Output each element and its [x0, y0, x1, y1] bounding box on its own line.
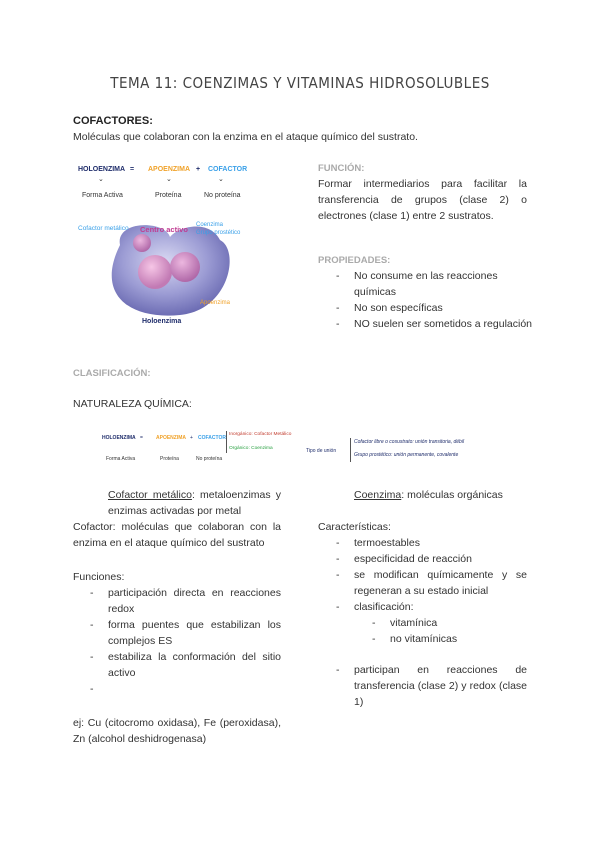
funciones-list [90, 585, 281, 697]
apoenzima-illustration-label: Apoenzima [200, 300, 231, 306]
cofactor-metalico-title: Cofactor metálico [108, 489, 192, 501]
propiedades-heading: PROPIEDADES: [318, 255, 391, 266]
coenzima-def [354, 487, 503, 503]
union-transitoria-label: Cofactor libre o cosustrato: unión transitoria, débil [354, 439, 465, 445]
list-item: - NO suelen ser sometidos a regulación [336, 316, 536, 332]
forma-activa-small-label: Forma Activa [106, 456, 136, 462]
holoenzima-small-label: HOLOENZIMA [102, 435, 136, 441]
cofactor-small-label: COFACTOR [198, 435, 226, 441]
naturaleza-heading: NATURALEZA QUÍMICA: [73, 398, 192, 410]
list-item: - forma puentes que estabilizan los complejos ES [90, 617, 281, 649]
funcion-heading: FUNCIÓN: [318, 163, 365, 174]
cofactor-metalico-def [108, 487, 281, 519]
holoenzima-illustration-label: Holoenzima [142, 318, 182, 325]
list-item: - termoestables [336, 535, 527, 551]
centro-activo-label: Centro activo [140, 225, 188, 234]
participan-list [336, 662, 527, 710]
cofactor-label: COFACTOR [208, 166, 248, 173]
equals-sign: = [130, 166, 135, 173]
apoenzima-small-label: APOENZIMA [156, 435, 186, 441]
list-item: - vitamínica [372, 615, 522, 631]
proteina-label: Proteína [155, 192, 182, 199]
list-item: - No son específicas [336, 300, 536, 316]
active-site-substrate [138, 255, 172, 289]
list-item: - No consume en las reacciones químicas [336, 268, 536, 300]
clasificacion-heading: CLASIFICACIÓN: [73, 368, 151, 379]
caracteristicas-list [336, 535, 527, 615]
coenzima-text: : moléculas orgánicas [401, 489, 503, 501]
page-title: TEMA 11: COENZIMAS Y VITAMINAS HIDROSOLUBLES [110, 74, 490, 92]
coenzima-title: Coenzima [354, 489, 402, 501]
cofactor-metalico-label: Cofactor metálico [78, 225, 129, 232]
funcion-text: Formar intermediarios para facilitar la transferencia de grupos (clase 2) o electrones (clase 1) entre 2 sustratos. [318, 178, 527, 222]
list-item: - clasificación: [336, 599, 527, 615]
caracteristicas-heading: Características: [318, 521, 391, 533]
inorganico-label: Inorgánico: Cofactor Metálico [229, 432, 292, 437]
no-proteina-label: No proteína [204, 192, 241, 199]
organico-label: Orgánico: Coenzima [229, 446, 273, 451]
arrow-mark: ⌄ [98, 176, 104, 183]
funciones-heading: Funciones: [73, 571, 125, 583]
holoenzima-label: HOLOENZIMA [78, 166, 126, 173]
cofactores-heading: COFACTORES: [73, 115, 153, 127]
bracket [226, 431, 227, 453]
no-proteina-small-label: No proteína [196, 456, 223, 462]
metal-cofactor-shape [133, 234, 151, 252]
proteina-small-label: Proteína [160, 456, 179, 462]
bracket [350, 438, 351, 462]
list-item: - especificidad de reacción [336, 551, 527, 567]
coenzyme-shape [170, 252, 200, 282]
grupo-prostetico-label: Grupo prostético [196, 230, 241, 236]
propiedades-list [336, 268, 536, 332]
list-item: - participación directa en reacciones redox [90, 585, 281, 617]
equation-diagram [78, 166, 278, 206]
clasificacion-sublist [372, 615, 522, 647]
list-item: - se modifican químicamente y se regeneran a su estado inicial [336, 567, 527, 599]
list-item: - estabiliza la conformación del sitio activo [90, 649, 281, 681]
cofactores-definition: Moléculas que colaboran con la enzima en el ataque químico del sustrato. [73, 131, 418, 143]
list-item: - participan en reacciones de transferencia (clase 2) y redox (clase 1) [336, 662, 527, 710]
cofactor-metalico-text: : metaloenzimas y enzimas activadas por metal [108, 489, 282, 517]
example-text: ej: Cu (citocromo oxidasa), Fe (peroxidasa), Zn (alcohol deshidrogenasa) [73, 717, 281, 745]
cofactor-definition: Cofactor: moléculas que colaboran con la enzima en el ataque químico del sustrato [73, 521, 281, 549]
apoenzima-label: APOENZIMA [148, 166, 190, 173]
forma-activa-label: Forma Activa [82, 192, 123, 199]
equals-sign-small: = [140, 435, 143, 441]
list-item: - no vitamínicas [372, 631, 522, 647]
plus-sign: + [196, 166, 201, 173]
coenzima-label: Coenzima [196, 222, 224, 228]
plus-sign-small: + [190, 435, 193, 441]
arrow-mark: ⌄ [218, 176, 224, 183]
tipo-union-label: Tipo de unión [306, 448, 337, 454]
list-item [90, 681, 281, 697]
arrow-mark: ⌄ [166, 176, 172, 183]
union-permanente-label: Grupo prostético: unión permanente, covalente [354, 452, 459, 458]
